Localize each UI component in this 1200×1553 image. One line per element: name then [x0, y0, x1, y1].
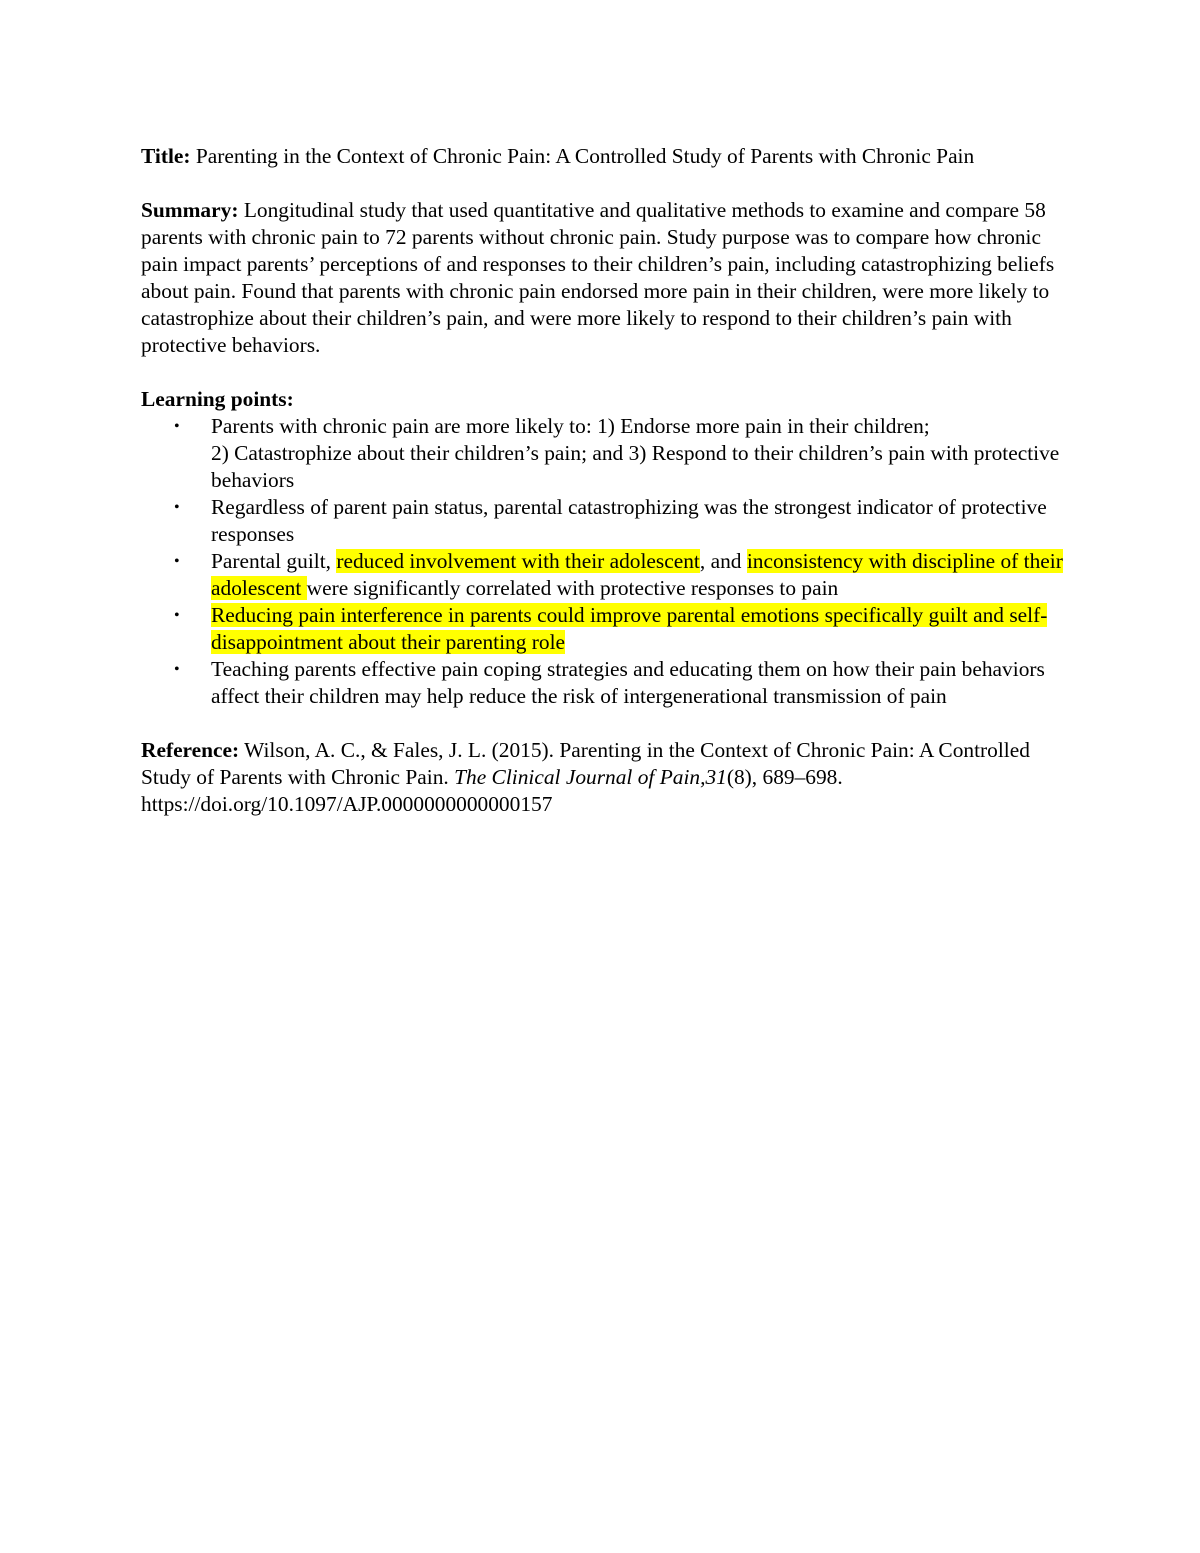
bullet-icon: • — [174, 499, 180, 516]
list-item — [141, 656, 1066, 710]
highlighted-text: reduced involvement with their adolescent — [336, 549, 700, 573]
learning-points-heading: Learning points: — [141, 387, 294, 411]
title-paragraph — [141, 143, 1066, 170]
learning-points-section — [141, 386, 1066, 710]
bullet-icon: • — [174, 553, 180, 570]
title-text: Parenting in the Context of Chronic Pain: A Controlled Study of Parents with Chronic Pain — [195, 144, 975, 168]
summary-label: Summary: — [141, 198, 239, 222]
list-item-text: Parental guilt, — [211, 549, 337, 573]
reference-volume: 31 — [705, 765, 727, 789]
reference-text: Wilson, A. C., & Fales, J. L. (2015). Parenting in the Context of Chronic Pain: A Controlled Study of Parents with Chronic Pain. — [141, 738, 1030, 789]
bullet-icon: • — [174, 607, 180, 624]
list-item-text: 2) Catastrophize about their children’s pain; and 3) Respond to their children’s pain with protective behaviors — [211, 441, 1060, 492]
list-item — [141, 548, 1066, 602]
reference-doi-link[interactable]: https://doi.org/10.1097/AJP.0000000000000157 — [141, 792, 553, 816]
summary-text: Longitudinal study that used quantitative and qualitative methods to examine and compare 58 parents with chronic pain to 72 parents without chronic pain. Study purpose was to compare how chronic pain impact parents’ perceptions of and responses to their children’s pain, including catastrophizing beliefs about pain. Found that parents with chronic pain endorsed more pain in their children, were more likely to catastrophize about their children’s pain, and were more likely to respond to their children’s pain with protective behaviors. — [141, 198, 1055, 357]
reference-pages: (8), 689–698. — [726, 765, 843, 789]
reference-journal: The Clinical Journal of Pain, — [454, 765, 706, 789]
title-label: Title: — [141, 144, 191, 168]
reference-paragraph — [141, 737, 1066, 818]
summary-paragraph — [141, 197, 1066, 359]
reference-label: Reference: — [141, 738, 240, 762]
bullet-icon: • — [174, 661, 180, 678]
bullet-icon: • — [174, 418, 180, 435]
list-item-text: Regardless of parent pain status, parental catastrophizing was the strongest indicator of protective responses — [211, 495, 1047, 546]
highlighted-text: Reducing pain interference in parents could improve parental emotions specifically guilt and self-disappointment about their parenting role — [211, 603, 1048, 654]
document-body — [141, 143, 1066, 845]
list-item — [141, 494, 1066, 548]
list-item — [141, 602, 1066, 656]
highlighted-text: inconsistency with discipline of their adolescent — [211, 549, 1063, 600]
list-item — [141, 413, 1066, 494]
list-item-text: were significantly correlated with protective responses to pain — [306, 576, 839, 600]
list-item-text: , and — [699, 549, 747, 573]
list-item-text: Parents with chronic pain are more likely to: 1) Endorse more pain in their children; — [211, 414, 930, 438]
learning-points-list — [141, 413, 1066, 710]
list-item-text: Teaching parents effective pain coping strategies and educating them on how their pain behaviors affect their children may help reduce the risk of intergenerational transmission of pain — [211, 657, 1045, 708]
